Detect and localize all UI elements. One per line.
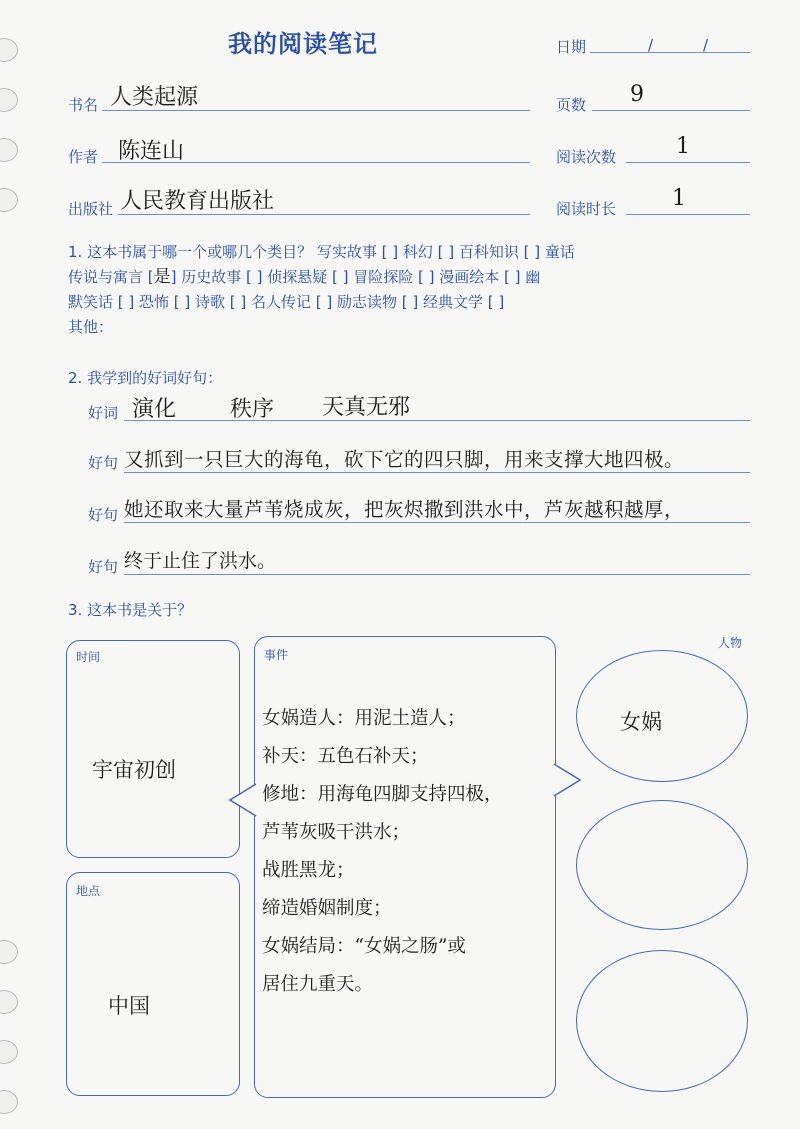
good-word: 演化: [132, 397, 177, 422]
category-line-2: [68, 265, 768, 290]
reading-duration-label: 阅读时长: [556, 200, 617, 218]
event-item: 修地：用海龟四脚支持四极，: [262, 784, 503, 805]
punch-hole: [0, 940, 18, 964]
good-sentence: 又抓到一只巨大的海龟，砍下它的四只脚，用来支撑大地四极。: [124, 448, 685, 471]
good-sentence: 她还取来大量芦苇烧成灰，把灰烬撒到洪水中，芦灰越积越厚，: [124, 498, 685, 521]
punch-hole: [0, 88, 18, 112]
good-sentence-line[interactable]: [124, 522, 750, 523]
event-label: 事件: [264, 648, 289, 662]
category-line-4: 其他：: [68, 318, 114, 336]
pages-line[interactable]: [592, 110, 750, 111]
category-text: ] 历史故事 [ ] 侦探悬疑 [ ] 冒险探险 [ ] 漫画绘本 [ ] 幽: [170, 268, 541, 286]
person-bubble[interactable]: [576, 800, 748, 930]
book-name-value: 人类起源: [110, 85, 199, 110]
good-word: 秩序: [230, 397, 275, 422]
read-times-label: 阅读次数: [556, 148, 617, 166]
good-sentence-label: 好句: [88, 558, 119, 576]
person-bubble[interactable]: [576, 950, 748, 1092]
publisher-value: 人民教育出版社: [120, 189, 275, 214]
place-box[interactable]: [66, 872, 240, 1096]
good-sentence-label: 好句: [88, 506, 119, 524]
event-pointer-right: [552, 760, 584, 800]
punch-hole: [0, 1090, 18, 1114]
page-title: 我的阅读笔记: [228, 30, 378, 58]
category-text: 传说与寓言 [: [68, 268, 154, 286]
event-list: [262, 700, 503, 1004]
place-label: 地点: [76, 884, 101, 898]
publisher-label: 出版社: [68, 200, 114, 218]
punch-hole: [0, 1040, 18, 1064]
event-item: 女娲造人：用泥土造人；: [262, 708, 466, 729]
date-line[interactable]: [590, 52, 750, 53]
punch-hole: [0, 38, 18, 62]
good-sentence: 终于止住了洪水。: [124, 550, 277, 572]
punch-hole: [0, 138, 18, 162]
category-line-3: 默笑话 [ ] 恐怖 [ ] 诗歌 [ ] 名人传记 [ ] 励志读物 [ ] 经典文学 [ ]: [68, 293, 505, 311]
person-name: 女娲: [620, 710, 662, 734]
good-sentence-label: 好句: [88, 454, 119, 472]
event-item: 缔造婚姻制度；: [262, 898, 392, 919]
book-name-label: 书名: [68, 96, 99, 114]
event-item: 居住九重天。: [262, 974, 374, 995]
time-box[interactable]: [66, 640, 240, 858]
punch-hole: [0, 188, 18, 212]
read-times-value: 1: [676, 134, 690, 159]
good-sentence-line[interactable]: [124, 574, 750, 575]
good-words-line[interactable]: [124, 420, 750, 421]
good-sentence-line[interactable]: [124, 472, 750, 473]
author-value: 陈连山: [118, 139, 185, 164]
time-value: 宇宙初创: [92, 758, 176, 782]
pages-value: 9: [630, 82, 644, 107]
time-label: 时间: [76, 650, 101, 664]
event-item: 女娲结局：“女娲之肠”或: [262, 936, 466, 957]
read-times-line[interactable]: [626, 162, 750, 163]
person-bubble[interactable]: [576, 650, 748, 782]
date-separator: /: [703, 36, 709, 54]
about-heading: 3. 这本书是关于？: [68, 601, 193, 619]
people-label: 人物: [718, 636, 743, 650]
good-words-heading: 2. 我学到的好词好句：: [68, 369, 223, 387]
reading-duration-line[interactable]: [626, 214, 750, 215]
category-question: [68, 240, 768, 340]
date-label: 日期: [556, 38, 587, 56]
punch-hole: [0, 990, 18, 1014]
event-pointer-left: [226, 780, 258, 820]
event-item: 补天：五色石补天；: [262, 746, 429, 767]
good-words-label: 好词: [88, 404, 119, 422]
event-item: 芦苇灰吸干洪水；: [262, 822, 411, 843]
good-word: 天真无邪: [322, 395, 411, 420]
place-value: 中国: [108, 994, 150, 1018]
author-label: 作者: [68, 148, 99, 166]
pages-label: 页数: [556, 96, 587, 114]
reading-duration-value: 1: [672, 186, 686, 211]
event-item: 战胜黑龙；: [262, 860, 355, 881]
date-separator: /: [648, 36, 654, 54]
category-checkmark: 是: [153, 267, 171, 287]
category-line-1: 1. 这本书属于哪一个或哪几个类目？ 写实故事 [ ] 科幻 [ ] 百科知识 [ ] 童话: [68, 243, 575, 261]
